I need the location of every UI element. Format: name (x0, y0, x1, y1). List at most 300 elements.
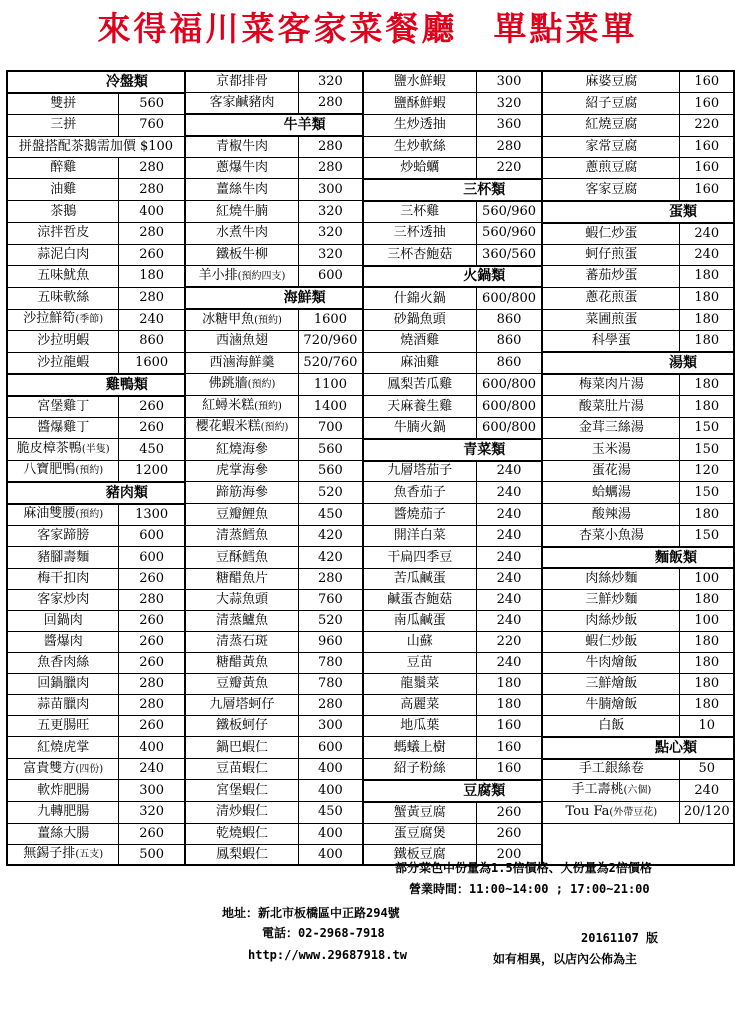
dish-name (363, 461, 477, 482)
dish-price: 700 (299, 417, 363, 438)
dish-name-text: 鹽水鮮蝦 (393, 74, 446, 90)
dish-name-text: 牛肉燴飯 (585, 654, 638, 670)
menu-row (7, 759, 734, 780)
dish-name (363, 309, 477, 330)
dish-price: 220 (476, 632, 542, 653)
dish-price: 520/760 (299, 352, 363, 374)
dish-price: 10 (680, 715, 734, 736)
dish-name (542, 417, 680, 438)
menu-row (7, 352, 734, 374)
dish-price: 240 (476, 504, 542, 525)
dish-price: 600/800 (476, 374, 542, 396)
dish-name-text: 鳳梨苦瓜雞 (387, 376, 453, 392)
dish-name-text: 牛腩燴飯 (585, 696, 638, 712)
dish-price: 150 (680, 417, 734, 438)
dish-name (542, 374, 680, 396)
dish-name-text: 蔥煎豆腐 (585, 160, 638, 176)
dish-price: 280 (119, 694, 185, 715)
dish-price: 320 (299, 244, 363, 265)
dish-price: 420 (299, 525, 363, 546)
dish-name (542, 244, 680, 265)
dish-name-text: 苦瓜鹹蛋 (393, 571, 446, 587)
dish-name-text: 青椒牛肉 (216, 139, 269, 155)
dish-name (185, 547, 299, 569)
menu-row (7, 71, 734, 93)
dish-name (7, 568, 119, 589)
dish-price: 160 (680, 93, 734, 114)
menu-row (7, 179, 734, 201)
dish-price: 600 (119, 547, 185, 569)
dish-name-text: 九層塔蚵仔 (209, 696, 275, 712)
dish-name (363, 653, 477, 674)
dish-name-text: 客家炒肉 (37, 592, 90, 608)
dish-name-text: 紅燒豆腐 (585, 117, 638, 133)
menu-row (7, 823, 734, 844)
dish-price: 180 (680, 673, 734, 694)
dish-name-text: 清蒸鱸魚 (216, 613, 269, 629)
dish-name (185, 179, 299, 201)
menu-row (7, 374, 734, 396)
dish-price: 560 (299, 439, 363, 461)
dish-name (7, 844, 119, 865)
dish-name (542, 673, 680, 694)
dish-name-text: 螞蟻上樹 (393, 739, 446, 755)
menu-row (7, 504, 734, 525)
dish-name (363, 632, 477, 653)
dish-name (363, 374, 477, 396)
dish-name-text: 糖醋黃魚 (216, 654, 269, 670)
dish-name (542, 590, 680, 611)
dish-name-text: 櫻花蝦米糕 (195, 419, 261, 435)
dish-name-text: 玉米湯 (591, 441, 631, 457)
disclaimer: 如有相異，以店內公佈為主 (493, 952, 638, 966)
dish-name-text: 五味軟絲 (37, 290, 90, 306)
dish-name-text: 客家蹄膀 (37, 527, 90, 543)
dish-price: 280 (299, 568, 363, 589)
dish-name (542, 266, 680, 288)
dish-name (542, 439, 680, 461)
dish-name (542, 568, 680, 589)
dish-price: 600 (299, 266, 363, 288)
dish-name-text: 醬爆肉 (43, 634, 83, 650)
dish-price: 160 (476, 759, 542, 780)
dish-price: 400 (299, 759, 363, 780)
dish-price: 280 (119, 287, 185, 309)
dish-price: 320 (299, 201, 363, 223)
dish-name-text: 蚵仔煎蛋 (585, 246, 638, 262)
menu-row (7, 158, 734, 179)
dish-name-text: 肉絲炒麵 (585, 571, 638, 587)
dish-price: 240 (476, 653, 542, 674)
dish-note: (預約) (247, 379, 276, 391)
dish-name (363, 590, 477, 611)
dish-name (542, 611, 680, 632)
dish-note: (預約) (75, 465, 104, 477)
category-header: 湯類 (542, 352, 734, 374)
dish-name-text: 梅菜肉片湯 (578, 377, 644, 393)
dish-price: 180 (680, 694, 734, 715)
menu-row (7, 632, 734, 653)
menu-row (7, 244, 734, 265)
dish-price: 520 (299, 611, 363, 632)
dish-price: 180 (476, 694, 542, 715)
dish-price: 320 (299, 71, 363, 93)
category-header: 青菜類 (363, 439, 543, 461)
dish-price: 400 (119, 201, 185, 223)
dish-name (185, 504, 299, 525)
dish-name (542, 632, 680, 653)
dish-name-text: 八寶肥鴨 (23, 462, 76, 478)
dish-name-text: 鍋巴蝦仁 (216, 739, 269, 755)
dish-name-text: 糖醋魚片 (216, 571, 269, 587)
dish-name-text: 九轉肥腸 (37, 804, 90, 820)
dish-name-text: 三杯透抽 (393, 225, 446, 241)
dish-name (185, 673, 299, 694)
dish-price: 240 (119, 309, 185, 330)
dish-name (363, 158, 477, 179)
dish-price: 600/800 (476, 396, 542, 417)
dish-name (185, 737, 299, 759)
dish-price: 240 (476, 568, 542, 589)
menu-row (7, 547, 734, 569)
dish-name (7, 309, 119, 330)
dish-price: 150 (680, 439, 734, 461)
dish-price: 600/800 (476, 417, 542, 438)
dish-name (185, 759, 299, 780)
dish-name-text: 蹄筋海參 (216, 484, 269, 500)
dish-name-text: 醉雞 (50, 160, 77, 176)
category-header: 冷盤類 (7, 71, 185, 93)
dish-name (185, 590, 299, 611)
dish-price: 180 (119, 266, 185, 288)
dish-name-text: 虎掌海參 (216, 463, 269, 479)
dish-name-text: 醬燒茄子 (393, 506, 446, 522)
dish-price: 500 (119, 844, 185, 865)
dish-price: 180 (680, 287, 734, 309)
dish-name-text: 紅燒牛腩 (216, 203, 269, 219)
dish-price: 300 (299, 715, 363, 736)
dish-name-text: 五更腸旺 (37, 717, 90, 733)
dish-name-text: 佛跳牆 (208, 376, 248, 392)
dish-name (363, 331, 477, 352)
dish-name-text: 客家鹹豬肉 (209, 95, 275, 111)
dish-price: 220 (476, 158, 542, 179)
dish-name-text: 山蘇 (406, 634, 433, 650)
dish-name (185, 396, 299, 417)
dish-price: 240 (476, 525, 542, 546)
dish-name (542, 136, 680, 157)
dish-name (542, 114, 680, 136)
menu-row (7, 653, 734, 674)
address: 地址：新北市板橋區中正路294號 (222, 906, 400, 920)
dish-price: 600 (299, 737, 363, 759)
dish-price: 450 (119, 439, 185, 461)
dish-note: (預約) (254, 314, 282, 326)
menu-row (7, 715, 734, 736)
dish-name-text: 脆皮樟茶鴨 (16, 441, 82, 457)
dish-price: 260 (119, 568, 185, 589)
menu-row (7, 93, 734, 114)
dish-name (7, 802, 119, 823)
dish-price: 780 (299, 673, 363, 694)
menu-row (7, 287, 734, 309)
dish-name-text: 麻油雞 (400, 355, 440, 371)
dish-price: 560 (299, 461, 363, 482)
dish-name (185, 71, 299, 93)
dish-name (542, 179, 680, 201)
dish-name (363, 287, 477, 309)
dish-name-text: 梅干扣肉 (37, 571, 90, 587)
dish-price: 760 (299, 590, 363, 611)
dish-price: 100 (680, 568, 734, 589)
dish-name (185, 525, 299, 546)
dish-price: 180 (680, 653, 734, 674)
dish-name (542, 715, 680, 736)
dish-price: 1100 (299, 374, 363, 396)
dish-name (542, 780, 680, 802)
dish-price: 160 (680, 158, 734, 179)
dish-name (185, 352, 299, 374)
dish-name-text: 水煮牛肉 (216, 225, 269, 241)
dish-name-text: 龍鬚菜 (400, 675, 440, 691)
dish-price: 260 (476, 823, 542, 844)
dish-price: 260 (476, 802, 542, 823)
dish-name-text: 沙拉鮮筍 (23, 311, 76, 327)
dish-price: 240 (476, 547, 542, 569)
dish-price: 260 (119, 632, 185, 653)
dish-name-text: 砂鍋魚頭 (393, 311, 446, 327)
dish-name (363, 694, 477, 715)
dish-name-text: 菜圃煎蛋 (585, 311, 638, 327)
dish-name-text: 豬腳壽麵 (37, 549, 90, 565)
dish-name (185, 802, 299, 823)
dish-name (542, 71, 680, 93)
dish-name (7, 179, 119, 201)
dish-name (185, 93, 299, 114)
dish-name (185, 136, 299, 157)
dish-name (7, 525, 119, 546)
dish-name-text: 紅蟳米糕 (202, 398, 255, 414)
dish-price: 560/960 (476, 201, 542, 223)
menu-table (6, 70, 735, 866)
dish-name (363, 547, 477, 569)
dish-name (7, 780, 119, 802)
dish-price: 960 (299, 632, 363, 653)
category-header: 豬肉類 (7, 482, 185, 504)
dish-name-text: 茶鵝 (50, 203, 77, 219)
empty-cell (542, 823, 734, 844)
dish-note: (季節) (75, 314, 104, 326)
dish-name (363, 417, 477, 438)
dish-name-text: 冰糖甲魚 (202, 311, 255, 327)
dish-price: 100 (680, 611, 734, 632)
dish-name (185, 244, 299, 265)
dish-name-text: 大蒜魚頭 (216, 592, 269, 608)
dish-name (185, 374, 299, 396)
dish-name-text: 蛋花湯 (591, 463, 631, 479)
dish-price: 320 (476, 93, 542, 114)
dish-price: 780 (299, 653, 363, 674)
dish-name-text: 蛋豆腐煲 (393, 825, 446, 841)
dish-price: 400 (119, 737, 185, 759)
dish-name (185, 331, 299, 352)
dish-name (363, 201, 477, 223)
dish-price: 160 (680, 136, 734, 157)
dish-name-text: 開洋白菜 (393, 527, 446, 543)
dish-name (363, 244, 477, 265)
dish-price: 180 (680, 266, 734, 288)
menu-row (7, 694, 734, 715)
dish-price: 50 (680, 759, 734, 780)
dish-name-text: 高麗菜 (400, 696, 440, 712)
category-header: 蛋類 (542, 201, 734, 223)
dish-name-text: 紅燒虎掌 (37, 739, 90, 755)
dish-name (542, 287, 680, 309)
dish-name-text: 地瓜葉 (400, 717, 440, 733)
dish-name-text: 炒蛤蠣 (400, 160, 440, 175)
dish-name-text: 西滷海鮮羹 (209, 355, 275, 371)
dish-price: 240 (680, 223, 734, 244)
dish-note: (半隻) (81, 444, 110, 456)
dish-price: 450 (299, 802, 363, 823)
dish-name-text: 沙拉龍蝦 (37, 354, 90, 370)
dish-price: 400 (299, 823, 363, 844)
dish-name-text: 紹子粉絲 (393, 760, 446, 776)
dish-price: 180 (680, 331, 734, 352)
dish-price: 260 (119, 244, 185, 265)
portion-note: 部分菜色中份量為1.5倍價格、大份量為2倍價格 (395, 861, 652, 875)
dish-name-text: 三拼 (50, 117, 77, 133)
dish-name-text: 魚香茄子 (393, 484, 446, 500)
dish-price: 560/960 (476, 223, 542, 244)
menu-row (7, 309, 734, 330)
dish-price: 150 (680, 525, 734, 546)
dish-price: 280 (119, 673, 185, 694)
dish-price: 600 (119, 525, 185, 546)
dish-name (185, 611, 299, 632)
dish-name-text: 麻婆豆腐 (585, 74, 638, 90)
dish-name-text: 蒜泥白肉 (37, 246, 90, 262)
dish-name-text: 豆酥鱈魚 (216, 549, 269, 565)
dish-price: 180 (680, 590, 734, 611)
menu-row (7, 461, 734, 482)
dish-price: 180 (680, 396, 734, 417)
dish-name (7, 611, 119, 632)
dish-price: 180 (680, 632, 734, 653)
dish-name-text: 紅燒海參 (216, 441, 269, 457)
dish-note: (六個) (623, 785, 652, 797)
dish-name (542, 223, 680, 244)
dish-note: (預約) (260, 422, 289, 434)
website[interactable]: http://www.29687918.tw (248, 948, 407, 962)
dish-price: 300 (299, 179, 363, 201)
dish-price: 150 (680, 482, 734, 504)
dish-price: 1600 (119, 352, 185, 374)
dish-price: 180 (680, 504, 734, 525)
dish-name-text: 客家豆腐 (585, 181, 638, 197)
dish-name (7, 590, 119, 611)
category-header: 牛羊類 (185, 114, 363, 136)
dish-name (363, 759, 477, 780)
dish-name-text: 麻油雙腰 (23, 506, 76, 522)
dish-name-text: 清蒸石斑 (216, 634, 269, 650)
dish-name-text: 五味魷魚 (37, 268, 90, 284)
dish-name-text: 西滷魚翅 (216, 333, 269, 349)
dish-name (185, 780, 299, 802)
dish-name (363, 93, 477, 114)
dish-name-text: Tou Fa (565, 803, 610, 819)
dish-name (185, 653, 299, 674)
dish-name (542, 93, 680, 114)
dish-name-text: 南瓜鹹蛋 (393, 613, 446, 629)
dish-price: 600/800 (476, 287, 542, 309)
dish-name-text: 生炒軟絲 (393, 138, 446, 154)
dish-price: 1200 (119, 461, 185, 482)
menu-row (7, 737, 734, 759)
dish-name (7, 547, 119, 569)
dish-price: 360/560 (476, 244, 542, 265)
dish-name (185, 201, 299, 223)
dish-name-text: 富貴雙方 (23, 760, 76, 776)
dish-name (363, 525, 477, 546)
dish-name (542, 309, 680, 330)
dish-price: 240 (680, 244, 734, 265)
dish-name-text: 肉絲炒飯 (585, 613, 638, 629)
dish-price: 260 (119, 417, 185, 438)
dish-name (363, 223, 477, 244)
dish-name (7, 737, 119, 759)
dish-name (7, 653, 119, 674)
dish-name (7, 287, 119, 309)
dish-price: 450 (299, 504, 363, 525)
dish-name (363, 482, 477, 504)
dish-name-text: 蝦仁炒飯 (585, 634, 638, 650)
dish-name (7, 201, 119, 223)
dish-name (7, 331, 119, 352)
dish-name-text: 金茸三絲湯 (578, 419, 644, 435)
dish-name (542, 653, 680, 674)
dish-name (7, 223, 119, 244)
dish-name (7, 694, 119, 715)
dish-price: 280 (299, 136, 363, 157)
dish-name (185, 715, 299, 736)
dish-price: 240 (119, 759, 185, 780)
dish-name (542, 158, 680, 179)
dish-price: 320 (299, 223, 363, 244)
category-header: 麵飯類 (542, 547, 734, 569)
dish-name (7, 417, 119, 438)
dish-name-text: 鐵板豆腐 (393, 846, 446, 862)
dish-name (542, 802, 680, 823)
menu-row (7, 417, 734, 438)
dish-name (7, 244, 119, 265)
dish-name (542, 759, 680, 780)
category-header: 海鮮類 (185, 287, 363, 309)
dish-price: 240 (476, 611, 542, 632)
dish-price: 760 (119, 114, 185, 136)
dish-note: (五支) (75, 849, 104, 860)
dish-name (363, 568, 477, 589)
menu-row (7, 266, 734, 288)
dish-name-text: 薑絲牛肉 (216, 181, 269, 197)
dish-name-text: 豆苗蝦仁 (216, 761, 269, 777)
dish-price: 280 (299, 93, 363, 114)
dish-name (363, 802, 477, 823)
dish-price: 560 (119, 93, 185, 114)
dish-price: 160 (476, 737, 542, 759)
dish-name (7, 93, 119, 114)
dish-name (363, 114, 477, 136)
